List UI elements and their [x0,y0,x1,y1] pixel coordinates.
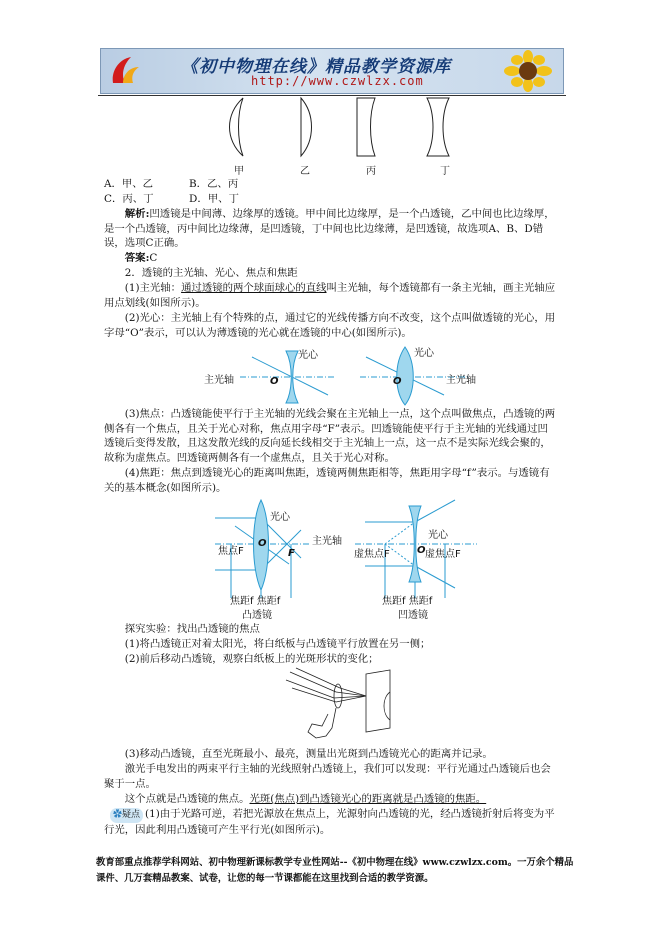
fig2-convex-focus: 焦点F [218,546,244,557]
fig2-convex-center: 光心 [270,512,290,523]
p1-suffix: 叫主光轴，每个透镜都有一条主光轴，画主光轴应用点划线(如图所示)。 [104,282,556,309]
banner-url[interactable]: http://www.czwlzx.com [251,74,424,88]
lightbulb-icon: ✿ [113,810,123,820]
fig2-concave-caption: 凹透镜 [398,610,428,621]
optical-center-figure [190,343,490,403]
hint-paragraph [104,807,556,837]
lens-shapes-figure [215,96,475,161]
options [104,177,556,206]
lens-label-bing: 丙 [366,166,376,177]
lens-label-ding: 丁 [440,166,450,177]
experiment-step1: (1)将凸透镜正对着太阳光，将白纸板与凸透镜平行放置在另一侧； [124,638,431,650]
lens-ding [427,98,449,156]
analysis-label: 解析: [124,208,150,220]
site-logo-icon [107,53,143,89]
lens-bing [357,98,375,156]
section2-p4: (4)焦距：焦点到透镜光心的距离叫焦距，透镜两侧焦距相等，焦距用字母“f”表示。与透镜有关的基本概念(如图所示)。 [104,467,550,494]
fig1-left-axis: 主光轴 [204,375,234,386]
experiment-step2: (2)前后移动凸透镜，观察白纸板上的光斑形状的变化； [124,653,379,665]
fig2-concave-focal: 焦距f 焦距f [382,596,433,607]
experiment-step3: (3)移动凸透镜，直至光斑最小、最亮，测量出光斑到凸透镜光心的距离并记录。 [124,748,493,760]
section2-heading: 2．透镜的主光轴、光心、焦点和焦距 [124,267,298,279]
hint-text: (1)由于光路可逆，若把光源放在焦点上，光源射向凸透镜的光，经凸透镜折射后将变为平行光，因此利用凸透镜可产生平行光(如图所示)。 [104,808,555,836]
fig2-convex-f-right: F [288,548,295,559]
option-d: D．甲、丁 [189,192,239,205]
fig2-convex-o: O [258,538,267,549]
fig2-concave-o: O [417,545,426,556]
page-footer: 教育部重点推荐学科网站、初中物理新课标教学专业性网站--《初中物理在线》www.czwlzx.com。一万余个精品课件、几万套精品教案、试卷，让您的每一节课都能在这里找到合适的教学资源。 [96,857,574,884]
analysis-text: 凹透镜是中间薄、边缘厚的透镜。甲中间比边缘厚，是一个凸透镜，乙中间也比边缘厚，是一个凸透镜，丙中间比边缘薄，是凹透镜，丁中间也比边缘薄，是凹透镜，故选项A、B、D错误，选项C正确。 [104,208,555,250]
option-b: B．乙、丙 [189,178,239,190]
lens-label-jia: 甲 [234,166,244,177]
section2-p3: (3)焦点：凸透镜能使平行于主光轴的光线会聚在主光轴上一点，这个点叫做焦点，凸透镜的两侧各有一个焦点，且关于光心对称，焦点用字母“F”表示。凹透镜能使平行于主光轴的光线通过凹透镜后变得发散，且这发散光线的反向延长线相交于主光轴上一点，这一点不是实际光线会聚的，故称为虚焦点。凹透镜两侧各有一个虚焦点，且关于光心对称。 [104,408,556,464]
option-c: C．丙、丁 [104,192,154,205]
hint-badge [110,808,143,823]
lens-yi [301,98,312,156]
p1-underlined: 通过透镜的两个球面球心的直线 [181,282,327,294]
section2-p2: (2)光心：主光轴上有个特殊的点，通过它的光线传播方向不改变，这个点叫做透镜的光心，用字母“O”表示，可以认为薄透镜的光心就在透镜的中心(如图所示)。 [104,312,556,339]
p2-underlined: 光斑(焦点)到凸透镜光心的距离就是凸透镜的焦距。 [249,793,487,805]
fig2-concave-vfocus-right: 虚焦点F [425,549,461,560]
experiment-illustration [286,668,396,744]
p1-prefix: (1)主光轴： [124,282,182,294]
fig2-convex-axis: 主光轴 [312,536,342,547]
fig2-concave-vfocus-left: 虚焦点F [354,549,390,560]
analysis-paragraph [104,207,556,251]
sunflower-icon [499,51,557,91]
fig2-convex-caption: 凸透镜 [242,610,272,621]
fig2-convex-focal: 焦距f 焦距f [230,596,281,607]
experiment-title: 探究实验：找出凸透镜的焦点 [124,623,260,635]
fig1-left-center: 光心 [298,350,318,361]
fig1-right-axis: 主光轴 [446,375,476,386]
fig2-concave-center: 光心 [428,530,448,541]
experiment-p1: 激光手电发出的两束平行主轴的光线照射凸透镜上，我们可以发现：平行光通过凸透镜后也会聚于一点。 [104,763,551,790]
hint-badge-label: 疑点 [122,810,141,820]
answer-value: C [149,252,158,264]
fig1-right-center: 光心 [414,348,434,359]
experiment-p2 [104,792,556,807]
section2-p1 [104,281,556,310]
option-a: A．甲、乙 [104,178,154,190]
lens-jia [230,98,244,156]
answer-line [104,251,556,266]
fig1-right-o: O [393,376,402,387]
answer-label: 答案: [124,252,150,264]
banner-title: 《初中物理在线》精品教学资源库 [181,57,451,77]
p2-prefix: 这个点就是凸透镜的焦点。 [124,793,250,805]
fig1-left-o: O [270,376,279,387]
site-banner [100,48,564,94]
lens-label-yi: 乙 [300,166,310,177]
